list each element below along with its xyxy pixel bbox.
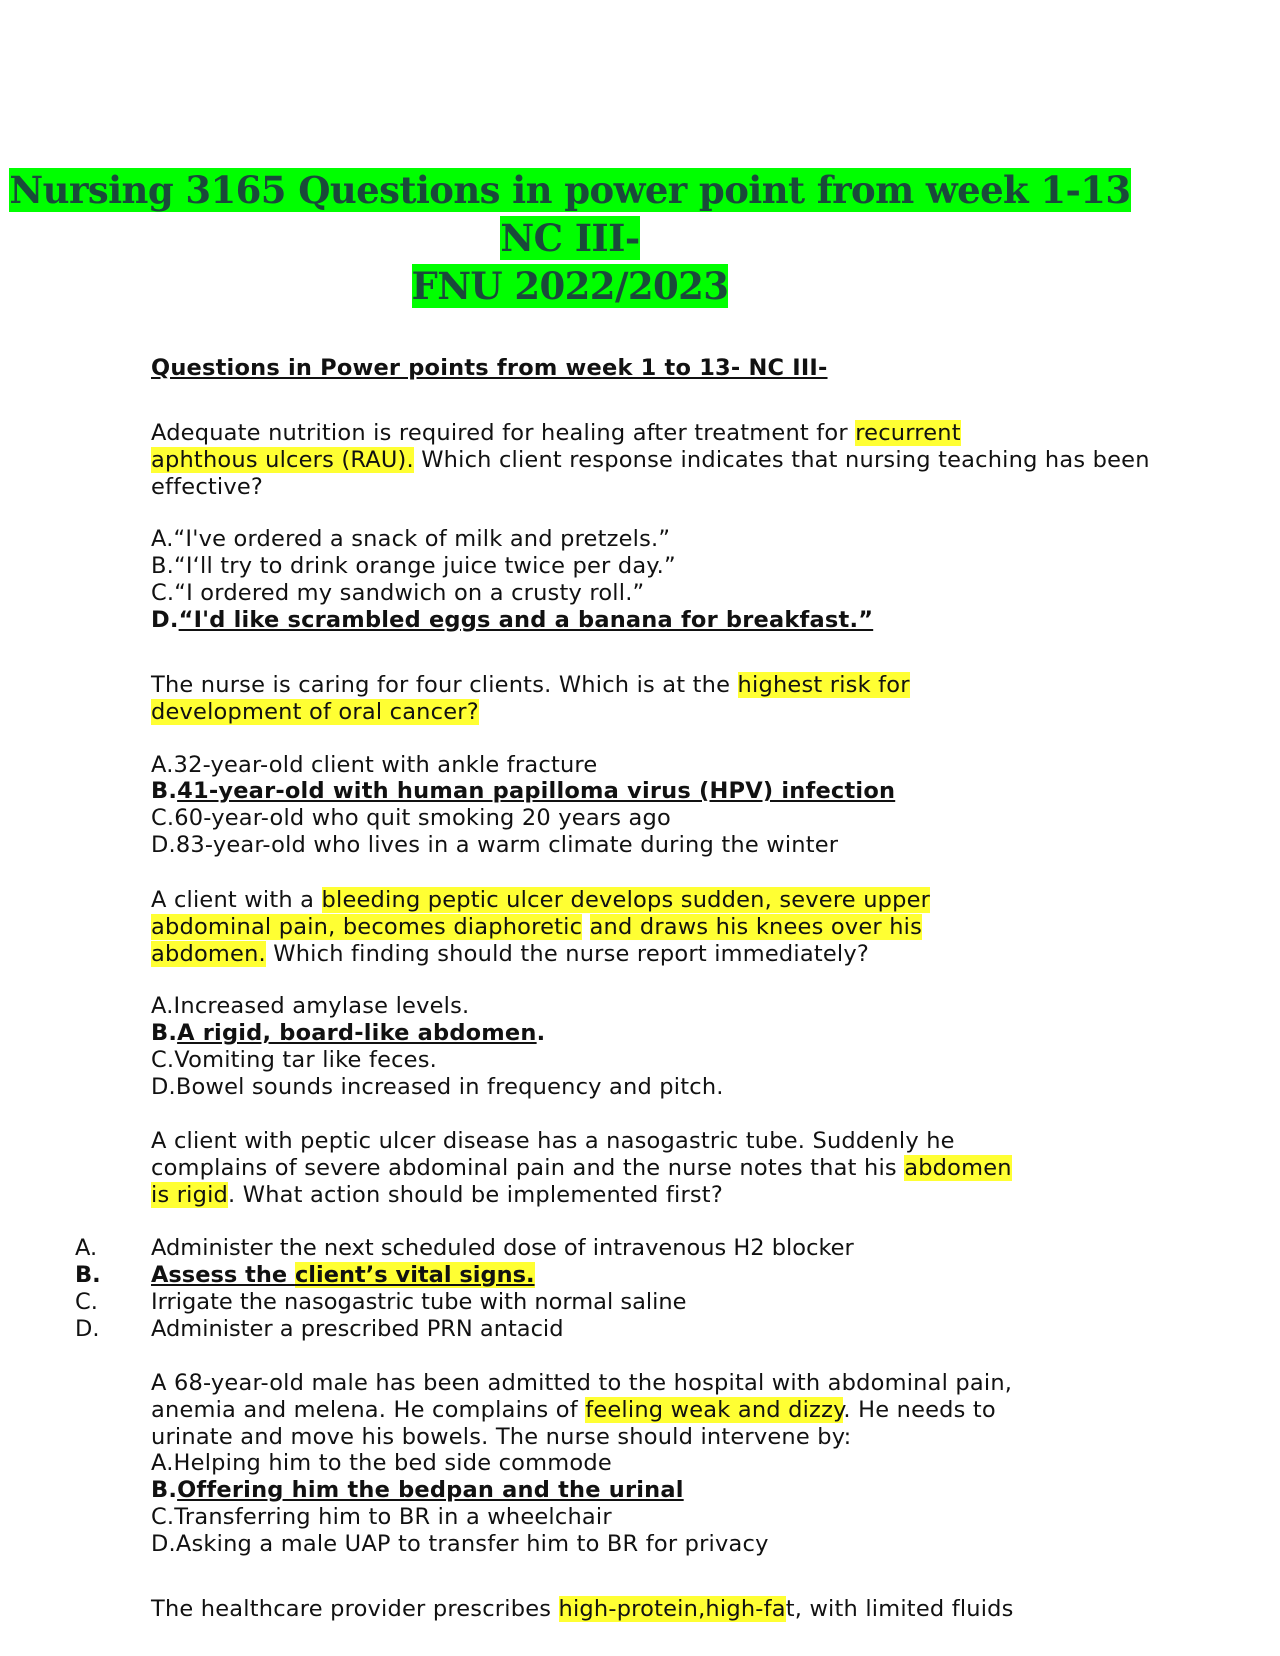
question-1-option-b: B.“I‘ll try to drink orange juice twice per day.” <box>151 553 676 580</box>
question-4-stem: A client with peptic ulcer disease has a nasogastric tube. Suddenly he complains of severe abdominal pain and the nurse notes that his abdomen is rigid. What action should be implemented first? <box>151 1128 1012 1208</box>
question-2-stem: The nurse is caring for four clients. Which is at the highest risk for development of oral cancer? <box>151 672 910 725</box>
document-title <box>0 166 1140 310</box>
question-2-option-d: D.83-year-old who lives in a warm climate during the winter <box>151 831 839 858</box>
question-2 <box>151 672 1151 859</box>
question-5 <box>151 1370 1151 1558</box>
question-5-option-b-answer: B.Offering him the bedpan and the urinal <box>151 1477 684 1504</box>
question-1-stem: Adequate nutrition is required for healing after treatment for recurrent aphthous ulcers (RAU). Which client response indicates that nursing teaching has been effective? <box>151 420 1150 500</box>
title-line-1: Nursing 3165 Questions in power point from week 1-13 NC III- <box>9 168 1131 260</box>
question-1-option-a: A.“I've ordered a snack of milk and pretzels.” <box>151 526 671 553</box>
section-subtitle: Questions in Power points from week 1 to 13- NC III- <box>151 355 828 381</box>
question-6-stem: The healthcare provider prescribes high-protein,high-fat, with limited fluids <box>151 1596 1014 1622</box>
question-2-option-a: A.32-year-old client with ankle fracture <box>151 751 598 778</box>
question-3 <box>151 887 1151 1101</box>
question-5-option-c: C.Transferring him to BR in a wheelchair <box>151 1503 612 1530</box>
question-3-option-d: D.Bowel sounds increased in frequency and pitch. <box>151 1073 724 1100</box>
question-6 <box>151 1596 1151 1623</box>
question-5-option-a: A.Helping him to the bed side commode <box>151 1450 612 1477</box>
question-3-stem: A client with a bleeding peptic ulcer develops sudden, severe upper abdominal pain, becomes diaphoretic and draws his knees over his abdomen. Which finding should the nurse report immediately? <box>151 887 931 967</box>
question-3-option-a: A.Increased amylase levels. <box>151 993 470 1020</box>
title-line-2: FNU 2022/2023 <box>411 264 729 308</box>
question-3-option-c: C.Vomiting tar like feces. <box>151 1046 437 1073</box>
question-1 <box>151 420 1151 634</box>
question-5-stem: A 68-year-old male has been admitted to the hospital with abdominal pain, anemia and melena. He complains of feeling weak and dizzy. He needs to urinate and move his bowels. The nurse should intervene by: <box>151 1370 1013 1450</box>
question-2-option-c: C.60-year-old who quit smoking 20 years ago <box>151 805 671 832</box>
question-4 <box>151 1128 1151 1208</box>
question-3-option-b-answer: B.A rigid, board-like abdomen. <box>151 1020 546 1047</box>
question-1-option-d-answer: D.“I'd like scrambled eggs and a banana for breakfast.” <box>151 606 874 633</box>
question-2-option-b-answer: B.41-year-old with human papilloma virus (HPV) infection <box>151 778 896 805</box>
question-5-option-d: D.Asking a male UAP to transfer him to BR for privacy <box>151 1530 769 1557</box>
question-1-option-c: C.“I ordered my sandwich on a crusty roll.” <box>151 579 645 606</box>
